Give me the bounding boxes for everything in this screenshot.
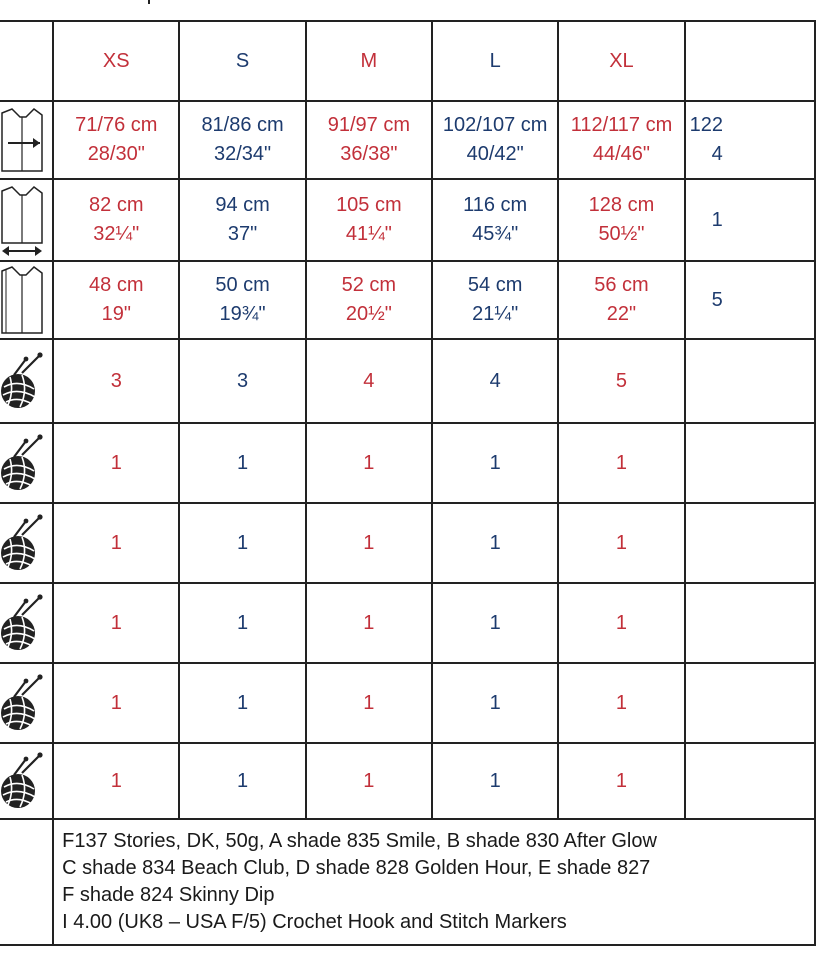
yarn-row-e [0,663,815,743]
yarn-icon-cell [0,503,53,583]
size-header-m: M [306,21,432,101]
yarn-a-l: 4 [432,339,558,423]
yarn-e-xl: 1 [558,663,684,743]
materials-line-1: F137 Stories, DK, 50g, A shade 835 Smile, B shade 830 After Glow [62,830,657,852]
yarn-icon-cell [0,663,53,743]
yarn-ball-icon [0,513,44,573]
yarn-d-xl: 1 [558,583,684,663]
yarn-c-xs: 1 [53,503,179,583]
yarn-e-s: 1 [179,663,305,743]
size-header-xl: XL [558,21,684,101]
yarn-ball-icon [0,593,44,653]
yarn-ball-icon [0,673,44,733]
materials-line-3: F shade 824 Skinny Dip [62,884,275,906]
bust-cut: 122 4 [685,101,815,179]
length-cut: 5 [685,261,815,339]
size-header-xs: XS [53,21,179,101]
yarn-d-m: 1 [306,583,432,663]
bust-icon-cell [0,101,53,179]
materials-line-4: I 4.00 (UK8 – USA F/5) Crochet Hook and Stitch Markers [62,911,567,933]
yarn-b-m: 1 [306,423,432,503]
length-xl: 56 cm 22" [558,261,684,339]
yarn-c-l: 1 [432,503,558,583]
header-corner-cell [0,21,53,101]
length-s: 50 cm 19¾" [179,261,305,339]
width-m: 105 cm 41¼" [306,179,432,261]
yarn-c-s: 1 [179,503,305,583]
yarn-b-xs: 1 [53,423,179,503]
width-s: 94 cm 37" [179,179,305,261]
yarn-f-s: 1 [179,743,305,819]
yarn-d-l: 1 [432,583,558,663]
width-icon-cell [0,179,53,261]
yarn-b-cut [685,423,815,503]
yarn-icon-cell [0,423,53,503]
yarn-row-d [0,583,815,663]
yarn-c-cut [685,503,815,583]
width-row [0,179,815,261]
size-header-cut [685,21,815,101]
yarn-ball-icon [0,433,44,493]
length-l: 54 cm 21¼" [432,261,558,339]
yarn-c-xl: 1 [558,503,684,583]
width-xl: 128 cm 50½" [558,179,684,261]
yarn-a-xs: 3 [53,339,179,423]
yarn-row-b [0,423,815,503]
yarn-f-l: 1 [432,743,558,819]
bust-measurement-icon [0,107,44,173]
yarn-a-xl: 5 [558,339,684,423]
yarn-f-xs: 1 [53,743,179,819]
yarn-b-l: 1 [432,423,558,503]
yarn-e-l: 1 [432,663,558,743]
yarn-e-xs: 1 [53,663,179,743]
bust-s: 81/86 cm 32/34" [179,101,305,179]
size-header-l: L [432,21,558,101]
yarn-e-m: 1 [306,663,432,743]
yarn-f-xl: 1 [558,743,684,819]
cut-text-mark [148,0,156,4]
yarn-icon-cell [0,583,53,663]
yarn-c-m: 1 [306,503,432,583]
length-xs: 48 cm 19" [53,261,179,339]
yarn-ball-icon [0,351,44,411]
length-m: 52 cm 20½" [306,261,432,339]
yarn-f-m: 1 [306,743,432,819]
yarn-a-s: 3 [179,339,305,423]
width-measurement-icon [0,185,44,255]
yarn-a-cut [685,339,815,423]
yarn-icon-cell [0,743,53,819]
materials-corner-cell [0,819,53,945]
yarn-ball-icon [0,751,44,811]
size-header-row [0,21,815,101]
materials-row [0,819,815,945]
yarn-b-s: 1 [179,423,305,503]
size-header-s: S [179,21,305,101]
yarn-icon-cell [0,339,53,423]
yarn-row-c [0,503,815,583]
width-cut: 1 [685,179,815,261]
yarn-a-m: 4 [306,339,432,423]
bust-row [0,101,815,179]
materials-line-2: C shade 834 Beach Club, D shade 828 Golden Hour, E shade 827 [62,857,651,879]
length-measurement-icon [0,265,44,335]
bust-l: 102/107 cm 40/42" [432,101,558,179]
size-table [0,20,816,946]
top-edge [0,0,720,6]
materials-notes [53,819,815,945]
yarn-b-xl: 1 [558,423,684,503]
bust-xl: 112/117 cm 44/46" [558,101,684,179]
yarn-d-xs: 1 [53,583,179,663]
yarn-row-f [0,743,815,819]
bust-xs: 71/76 cm 28/30" [53,101,179,179]
bust-m: 91/97 cm 36/38" [306,101,432,179]
yarn-f-cut [685,743,815,819]
yarn-row-a [0,339,815,423]
length-row [0,261,815,339]
yarn-e-cut [685,663,815,743]
width-l: 116 cm 45¾" [432,179,558,261]
yarn-d-cut [685,583,815,663]
width-xs: 82 cm 32¼" [53,179,179,261]
yarn-d-s: 1 [179,583,305,663]
length-icon-cell [0,261,53,339]
